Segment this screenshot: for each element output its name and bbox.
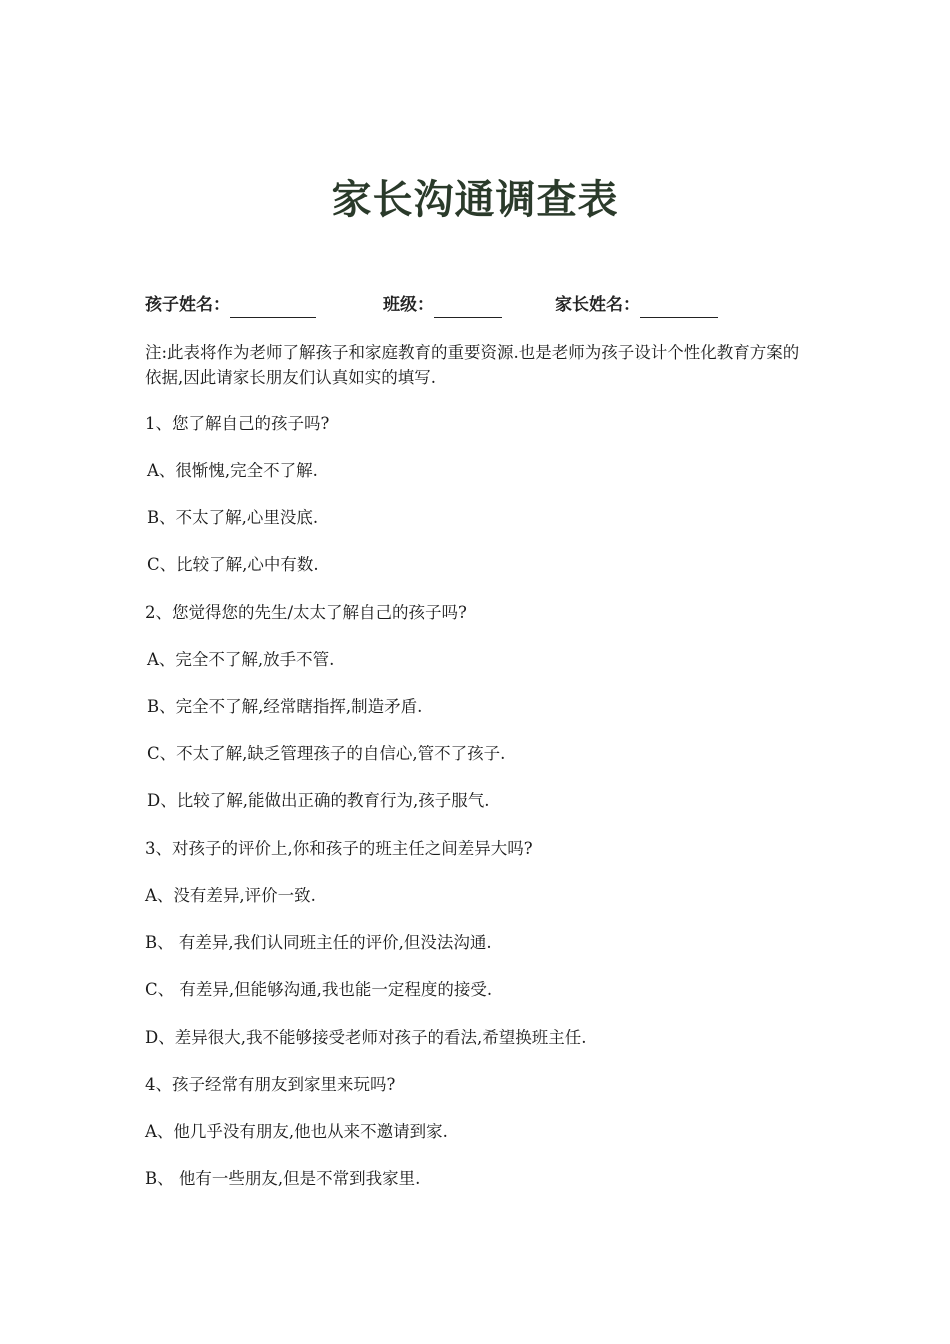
option-4b: B、 他有一些朋友,但是不常到我家里. <box>145 1169 421 1188</box>
parent-name-blank[interactable] <box>640 297 718 318</box>
option-4a: A、他几乎没有朋友,他也从来不邀请到家. <box>145 1122 448 1141</box>
parent-name-field <box>555 292 718 318</box>
option-1c: C、比较了解,心中有数. <box>147 555 319 574</box>
child-name-label: 孩子姓名： <box>145 295 230 315</box>
option-1a: A、很惭愧,完全不了解. <box>147 461 318 480</box>
option-2b: B、完全不了解,经常瞎指挥,制造矛盾. <box>147 697 423 716</box>
parent-name-label: 家长姓名： <box>555 295 640 315</box>
child-name-field <box>145 292 316 318</box>
class-blank[interactable] <box>434 297 502 318</box>
option-3c: C、 有差异,但能够沟通,我也能一定程度的接受. <box>145 980 493 999</box>
question-1: 1、您了解自己的孩子吗? <box>145 414 330 433</box>
option-3b: B、 有差异,我们认同班主任的评价,但没法沟通. <box>145 933 492 952</box>
option-1b: B、不太了解,心里没底. <box>147 508 319 527</box>
class-label: 班级： <box>383 295 434 315</box>
option-2d: D、比较了解,能做出正确的教育行为,孩子服气. <box>147 791 490 810</box>
option-2a: A、完全不了解,放手不管. <box>147 650 335 669</box>
question-2: 2、您觉得您的先生/太太了解自己的孩子吗? <box>145 603 467 622</box>
option-3a: A、没有差异,评价一致. <box>145 886 316 905</box>
class-field <box>383 292 502 318</box>
option-2c: C、不太了解,缺乏管理孩子的自信心,管不了孩子. <box>147 744 506 763</box>
question-4: 4、孩子经常有朋友到家里来玩吗? <box>145 1075 396 1094</box>
question-3: 3、对孩子的评价上,你和孩子的班主任之间差异大吗? <box>145 839 533 858</box>
note-paragraph: 注:此表将作为老师了解孩子和家庭教育的重要资源.也是老师为孩子设计个性化教育方案的依据,因此请家长朋友们认真如实的填写. <box>145 343 800 387</box>
child-name-blank[interactable] <box>230 297 316 318</box>
option-3d: D、差异很大,我不能够接受老师对孩子的看法,希望换班主任. <box>145 1028 587 1047</box>
page-title: 家长沟通调查表 <box>331 176 619 223</box>
